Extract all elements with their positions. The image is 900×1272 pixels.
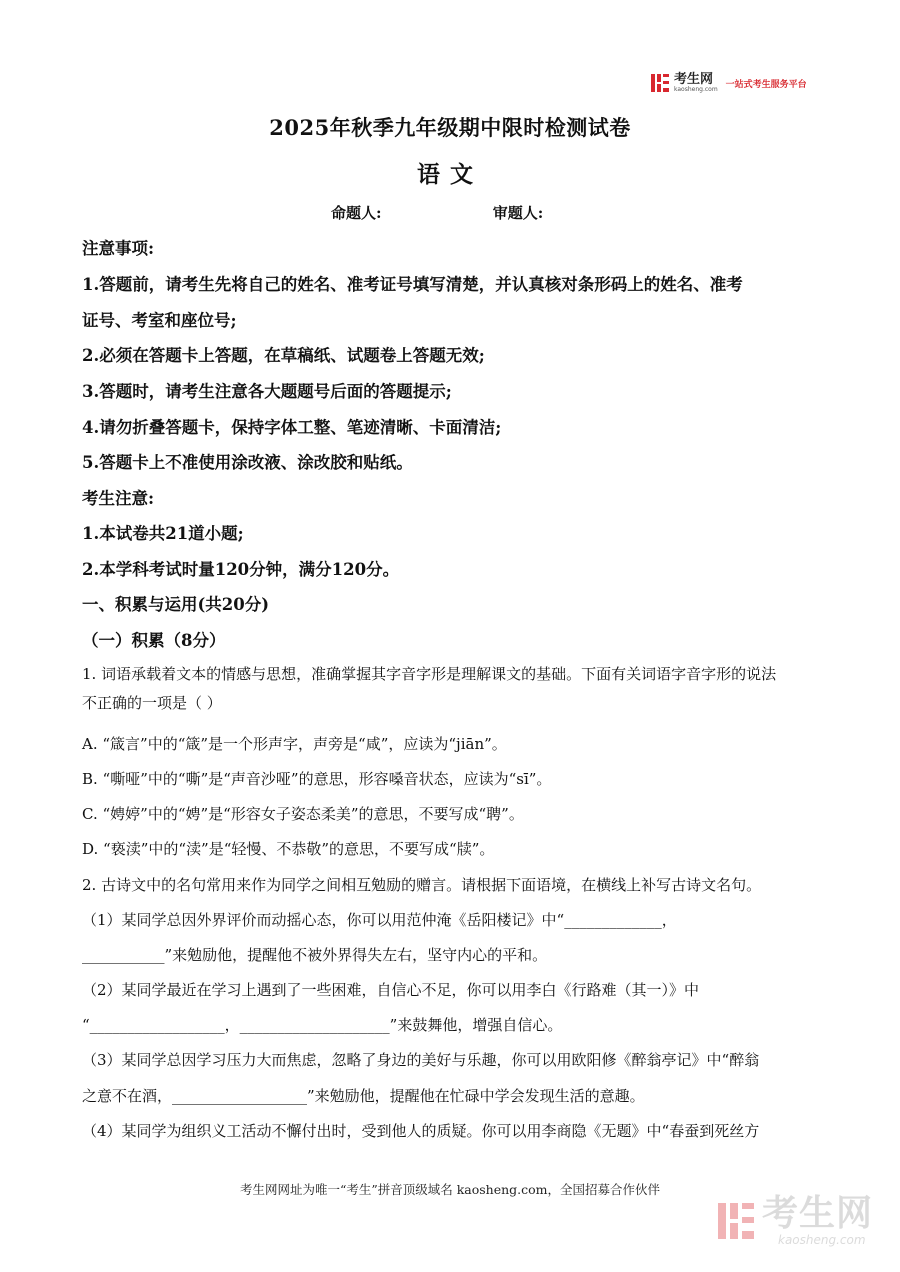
notice-item: 3.答题时，请考生注意各大题题号后面的答题提示;	[82, 382, 452, 401]
notice-item: 2.必须在答题卡上答题，在草稿纸、试题卷上答题无效;	[82, 346, 485, 365]
section-subtitle: （一）积累（8分）	[82, 631, 226, 650]
watermark-name: 考生网	[762, 1193, 874, 1234]
notice-item: 4.请勿折叠答题卡，保持字体工整、笔迹清晰、卡面清洁;	[82, 418, 502, 437]
authors-line	[331, 202, 543, 223]
section-title: 一、积累与运用(共20分)	[82, 595, 270, 614]
question-setter-label: 命题人:	[331, 204, 382, 222]
notice-item: 5.答题卡上不准使用涂改液、涂改胶和贴纸。	[82, 453, 413, 472]
candidate-notice-item: 1.本试卷共21道小题;	[82, 524, 244, 543]
page-footer: 考生网网址为唯一“考生”拼音顶级域名 kaosheng.com，全国招募合作伙伴	[239, 1182, 661, 1197]
question-1-text: 1. 词语承载着文本的情感与思想，准确掌握其字音字形是理解课文的基础。下面有关词语字音字形的说法	[82, 665, 777, 683]
question-1-text: 不正确的一项是（ ）	[82, 694, 222, 712]
question-2-line: ___________”来勉励他，提醒他不被外界得失左右，坚守内心的平和。	[82, 946, 548, 964]
candidate-notice-heading: 考生注意:	[82, 489, 155, 508]
question-2-line: 之意不在酒，__________________”来勉励他，提醒他在忙碌中学会发现生活的意趣。	[82, 1087, 645, 1105]
option-d: D. “亵渎”中的“渎”是“轻慢、不恭敬”的意思，不要写成“牍”。	[82, 840, 495, 858]
brand-name: 考生网	[674, 72, 714, 87]
kaosheng-watermark-icon	[718, 1199, 758, 1243]
option-b: B. “嘶哑”中的“嘶”是“声音沙哑”的意思，形容嗓音状态，应读为“sī”。	[82, 770, 552, 788]
watermark-domain: kaosheng.com	[778, 1233, 866, 1247]
notice-heading: 注意事项:	[82, 239, 155, 258]
exam-title: 2025年秋季九年级期中限时检测试卷	[269, 115, 631, 140]
question-2-line: （2）某同学最近在学习上遇到了一些困难，自信心不足，你可以用李白《行路难（其一）》中	[82, 981, 700, 999]
notice-item: 证号、考室和座位号;	[82, 311, 237, 330]
brand-slogan: 一站式考生服务平台	[725, 79, 807, 90]
question-2-intro: 2. 古诗文中的名句常用来作为同学之间相互勉励的赠言。请根据下面语境，在横线上补写古诗文名句。	[82, 876, 762, 894]
notice-item: 1.答题前，请考生先将自己的姓名、准考证号填写清楚，并认真核对条形码上的姓名、准考	[82, 275, 743, 294]
watermark	[718, 1193, 874, 1247]
reviewer-label: 审题人:	[492, 204, 544, 222]
kaosheng-logo-icon	[651, 72, 671, 94]
option-a: A. “箴言”中的“箴”是一个形声字，声旁是“咸”，应读为“jiān”。	[82, 735, 507, 753]
question-2-line: （3）某同学总因学习压力大而焦虑，忽略了身边的美好与乐趣，你可以用欧阳修《醉翁亭记》中“醉翁	[82, 1051, 760, 1069]
question-2-line: （4）某同学为组织义工活动不懈付出时，受到他人的质疑。你可以用李商隐《无题》中“春蚕到死丝方	[82, 1122, 760, 1140]
brand-logo	[651, 70, 807, 96]
question-2-line: “__________________，____________________”来鼓舞他，增强自信心。	[82, 1016, 563, 1034]
exam-subject: 语文	[417, 161, 483, 188]
question-2-line: （1）某同学总因外界评价而动摇心态，你可以用范仲淹《岳阳楼记》中“_____________，	[82, 911, 677, 929]
option-c: C. “娉婷”中的“娉”是“形容女子姿态柔美”的意思，不要写成“聘”。	[82, 805, 524, 823]
candidate-notice-item: 2.本学科考试时量120分钟，满分120分。	[82, 560, 400, 579]
brand-domain: kaosheng.com	[674, 86, 718, 93]
